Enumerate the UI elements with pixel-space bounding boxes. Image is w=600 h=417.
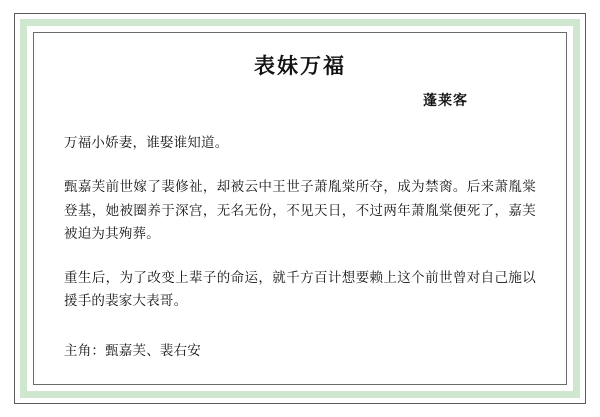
body-text	[64, 132, 536, 363]
page-title: 表妹万福	[254, 54, 346, 78]
page-border-inner	[33, 32, 567, 385]
page-border-outer	[14, 13, 586, 404]
paragraph: 重生后，为了改变上辈子的命运，就千方百计想要赖上这个前世曾对自己施以援手的裴家大表哥。	[64, 269, 536, 310]
author-name: 蓬莱客	[423, 93, 468, 110]
page-border-band	[20, 19, 580, 398]
paragraph: 甄嘉芙前世嫁了裴修祉，却被云中王世子萧胤棠所夺，成为禁脔。后来萧胤棠登基，她被圈养于深宫，无名无份，不见天日，不过两年萧胤棠便死了，嘉芙被迫为其殉葬。	[64, 178, 536, 243]
roles-line: 主角：甄嘉芙、裴右安	[64, 343, 201, 360]
document-content	[34, 33, 566, 384]
paragraph: 万福小娇妻，谁娶谁知道。	[64, 135, 229, 152]
